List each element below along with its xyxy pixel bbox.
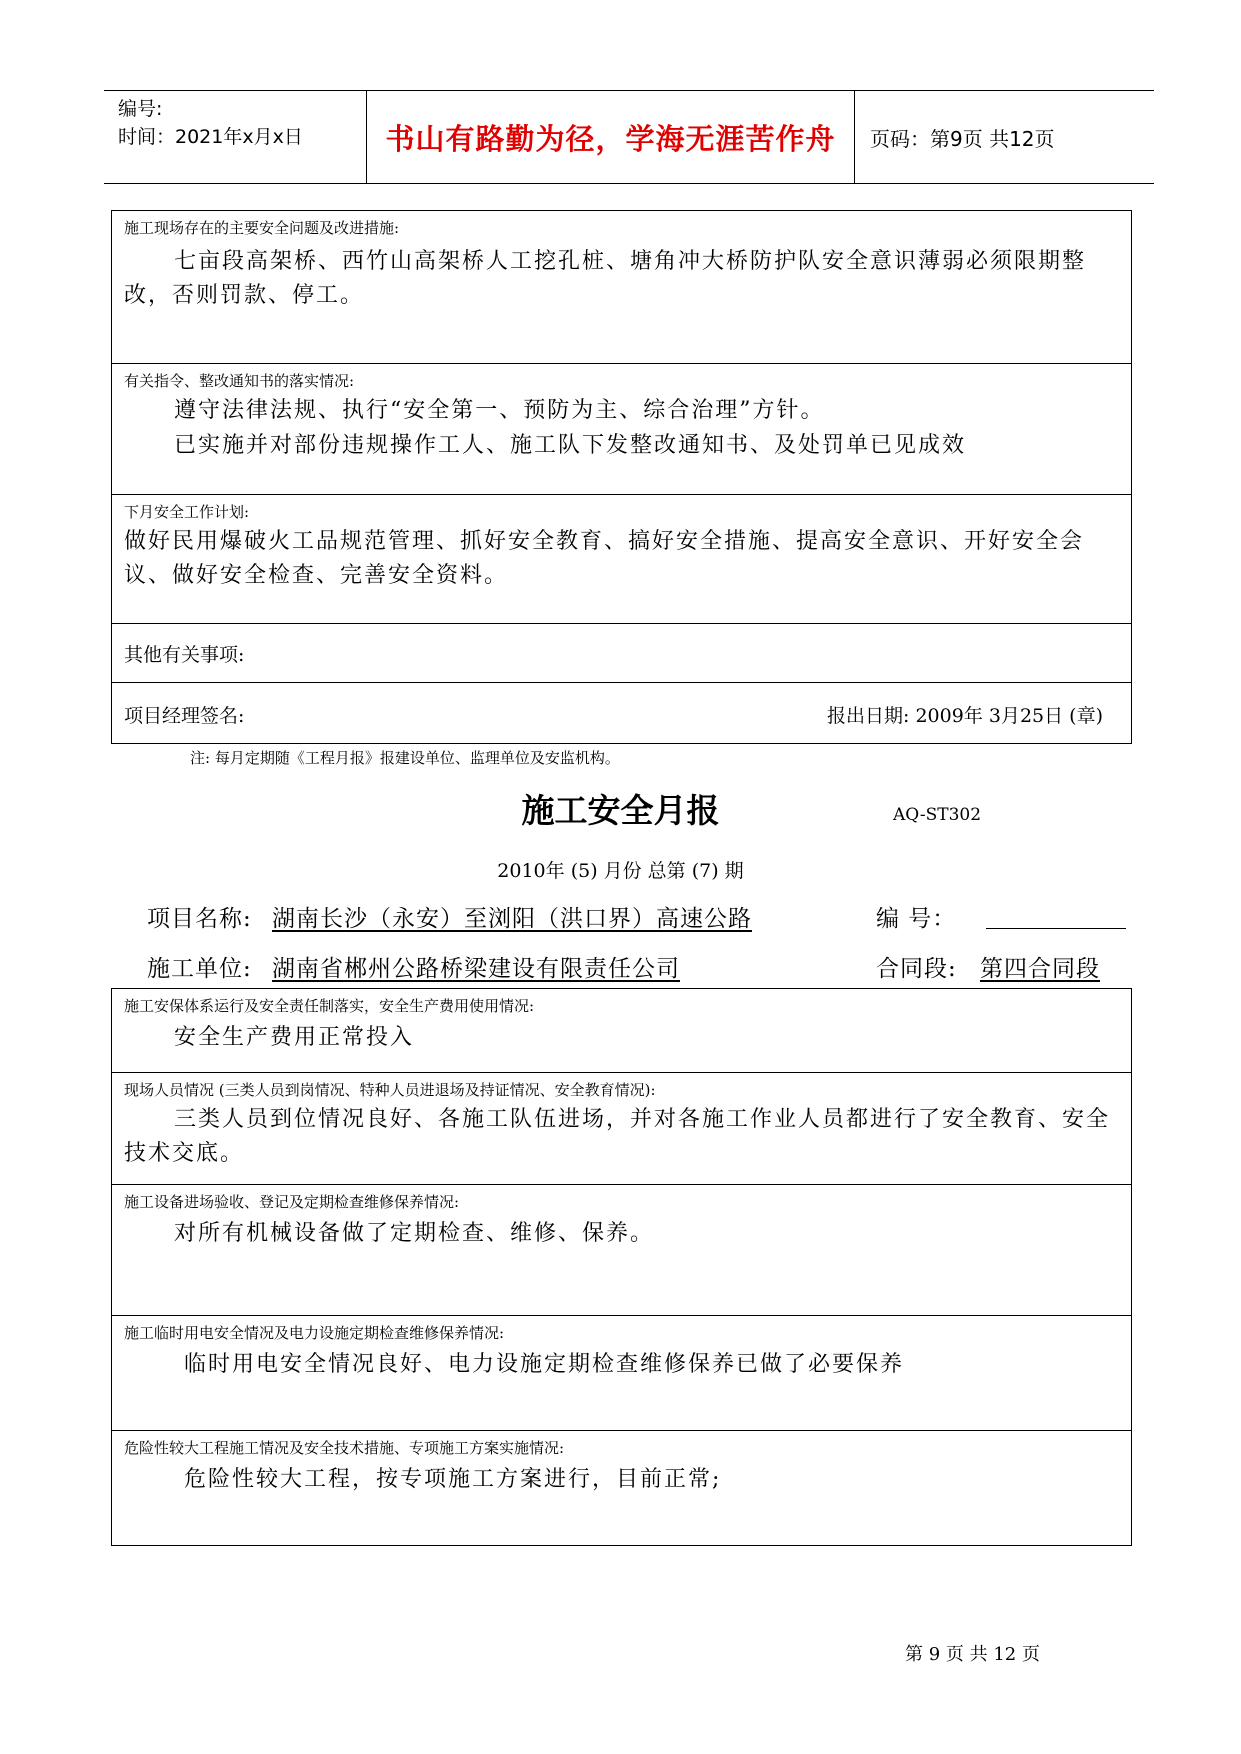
header-divider xyxy=(854,91,855,183)
form-code: AQ-ST302 xyxy=(893,805,982,825)
directive-cell xyxy=(112,364,1131,495)
issues-label: 施工现场存在的主要安全问题及改进措施: xyxy=(124,219,400,237)
section-cell xyxy=(112,989,1131,1073)
unit-label: 施工单位: xyxy=(147,956,252,982)
issues-text: 七亩段高架桥、西竹山高架桥人工挖孔桩、塘角冲大桥防护队安全意识薄弱必须限期整改，否则罚款、停工。 xyxy=(124,249,1087,308)
document-number-label: 编号: xyxy=(118,98,163,120)
page-footer: 第 9 页 共 12 页 xyxy=(905,1644,1040,1665)
report-date: 报出日期: 2009年 3月25日 (章) xyxy=(827,705,1103,727)
section-text: 临时用电安全情况良好、电力设施定期检查维修保养已做了必要保养 xyxy=(184,1352,905,1377)
section-label: 现场人员情况 (三类人员到岗情况、特种人员进退场及持证情况、安全教育情况): xyxy=(124,1081,656,1099)
other-label: 其他有关事项: xyxy=(124,644,245,666)
document-time-label: 时间：2021年x月x日 xyxy=(118,126,303,148)
number-blank xyxy=(986,928,1126,929)
footnote: 注: 每月定期随《工程月报》报建设单位、监理单位及安监机构。 xyxy=(190,749,620,767)
section-label: 施工临时用电安全情况及电力设施定期检查维修保养情况: xyxy=(124,1324,505,1342)
report-period: 2010年 (5) 月份 总第 (7) 期 xyxy=(497,860,744,882)
plan-cell xyxy=(112,495,1131,624)
other-cell xyxy=(112,624,1131,683)
header-page-number: 页码：第9页 共12页 xyxy=(870,127,1055,151)
section-text: 危险性较大工程，按专项施工方案进行，目前正常; xyxy=(184,1467,722,1492)
section-cell xyxy=(112,1185,1131,1316)
header-meta xyxy=(118,95,303,151)
section-text: 对所有机械设备做了定期检查、维修、保养。 xyxy=(174,1221,655,1246)
signature-label: 项目经理签名: xyxy=(124,705,245,727)
project-name-value: 湖南长沙（永安）至浏阳（洪口界）高速公路 xyxy=(272,906,752,932)
contract-value: 第四合同段 xyxy=(980,956,1100,982)
section-cell xyxy=(112,1431,1131,1545)
contract-label: 合同段: xyxy=(876,956,957,982)
header-motto: 书山有路勤为径，学海无涯苦作舟 xyxy=(385,122,836,156)
directive-label: 有关指令、整改通知书的落实情况: xyxy=(124,372,355,390)
report2-table xyxy=(111,988,1132,1546)
section-label: 施工设备进场验收、登记及定期检查维修保养情况: xyxy=(124,1193,460,1211)
project-name-label: 项目名称: xyxy=(147,906,252,932)
page-header xyxy=(104,90,1154,184)
signature-cell xyxy=(112,683,1131,743)
plan-label: 下月安全工作计划: xyxy=(124,503,250,521)
unit-value: 湖南省郴州公路桥梁建设有限责任公司 xyxy=(272,956,680,982)
section-cell xyxy=(112,1073,1131,1185)
number-label: 编 号： xyxy=(876,906,957,932)
section-label: 施工安保体系运行及安全责任制落实，安全生产费用使用情况: xyxy=(124,997,535,1015)
issues-cell xyxy=(112,211,1131,364)
section-label: 危险性较大工程施工情况及安全技术措施、专项施工方案实施情况: xyxy=(124,1439,565,1457)
section-text: 三类人员到位情况良好、各施工队伍进场，并对各施工作业人员都进行了安全教育、安全技术交底。 xyxy=(124,1107,1111,1166)
directive-line-2: 已实施并对部份违规操作工人、施工队下发整改通知书、及处罚单已见成效 xyxy=(174,433,967,458)
report-title: 施工安全月报 xyxy=(521,791,720,830)
directive-line-1: 遵守法律法规、执行“安全第一、预防为主、综合治理”方针。 xyxy=(174,398,825,423)
report1-table xyxy=(111,210,1132,744)
plan-text: 做好民用爆破火工品规范管理、抓好安全教育、搞好安全措施、提高安全意识、开好安全会议、做好安全检查、完善安全资料。 xyxy=(124,529,1085,588)
section-text: 安全生产费用正常投入 xyxy=(174,1025,415,1050)
section-cell xyxy=(112,1316,1131,1431)
